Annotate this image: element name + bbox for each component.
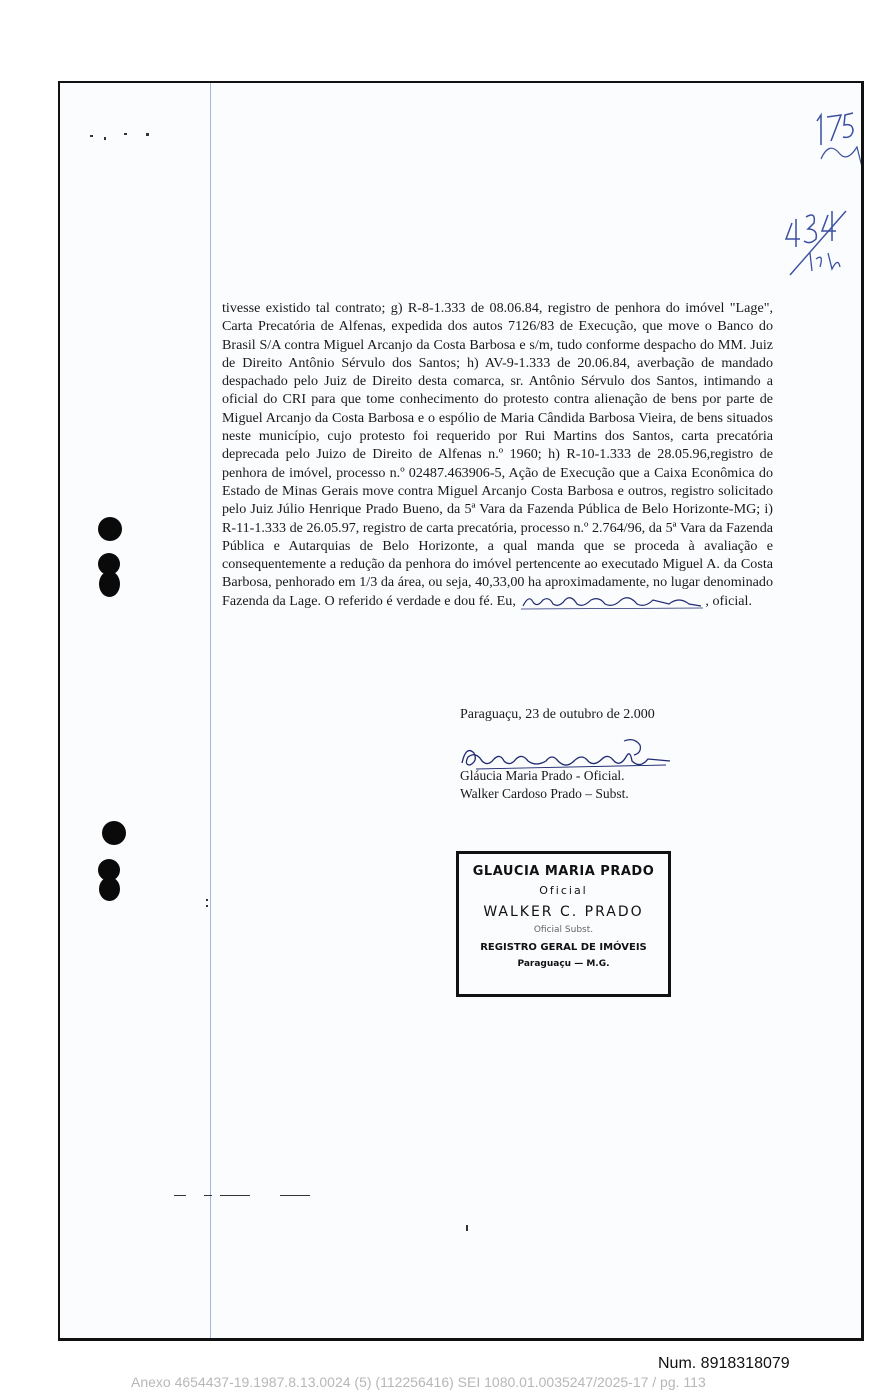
margin-line [210,83,211,1338]
scan-speck [146,133,149,136]
stamp-line-5: REGISTRO GERAL DE IMÓVEIS [480,942,647,953]
scan-speck [104,137,106,140]
certificate-text: tivesse existido tal contrato; g) R-8-1.333 de 08.06.84, registro de penhora do imóvel "Lage", Carta Precatória de Alfenas, expedida dos autos 7126/83 de Execução, que move o Banco do Brasil S/A contra Miguel Arcanjo da Costa Barbosa e s/m, tudo conforme despacho do MM. Juiz de Direito Antônio Sérvulo dos Santos; h) AV-9-1.333 de 20.06.84, averbação de mandado despachado pelo Juiz de Direito desta comarca, sr. Antônio Sérvulo dos Santos, intimando a oficial do CRI para que tome conhecimento do protesto contra alienação de bens por parte de Miguel Arcanjo da Costa Barbosa e o espólio de Maria Cândida Barbosa Vieira, de bens situados neste município, cujo protesto foi requerido por Rui Martins dos Santos, carta precatória deprecada pelo Juizo de Direito de Alfenas n.º 1960; h) R-10-1.333 de 28.05.96,registro de penhora de imóvel, processo n.º 02487.463906-5, Ação de Execução que a Caixa Econômica do Estado de Minas Gerais move contra Miguel Arcanjo Costa Barbosa e outros, registro solicitado pelo Juiz Júlio Henrique Prado Bueno, da 5ª Vara da Fazenda Pública de Belo Horizonte-MG; i) R-11-1.333 de 26.05.97, registro de carta precatória, processo n.º 2.764/96, da 5ª Vara da Fazenda Pública e Autarquias de Belo Horizonte, a qual manda que se proceda à avaliação e consequentemente a redução da penhora do imóvel pertencente ao executado Miguel A. da Costa Barbosa, penhorado em 1/3 da área, ou seja, 40,33,00 ha aproximadamente, no lugar denominado Fazenda da Lage. O referido é verdade e dou fé. Eu, [222,300,773,609]
scan-speck [206,899,208,901]
scan-speck [280,1195,310,1196]
signer-2: Walker Cardoso Prado – Subst. [460,786,629,801]
inline-signature [519,594,705,610]
scan-speck [466,1225,468,1231]
stamp-line-3: WALKER C. PRADO [483,904,644,920]
certificate-body-text [222,299,773,610]
punch-hole [102,821,126,845]
scanned-page [58,81,864,1341]
punch-hole [99,877,120,901]
stamp-line-4: Oficial Subst. [533,925,594,935]
footer-reference: Anexo 4654437-19.1987.8.13.0024 (5) (112256416) SEI 1080.01.0035247/2025-17 / pg. 113 [131,1374,706,1390]
scan-speck [174,1195,186,1196]
punch-hole [99,571,120,597]
stamp-line-1: GLAUCIA MARIA PRADO [472,864,655,879]
certificate-text-end: , oficial. [705,592,752,609]
handwritten-page-number-434 [780,183,860,283]
notary-stamp [456,851,671,997]
place-date: Paraguaçu, 23 de outubro de 2.000 [460,707,655,722]
document-number: Num. 8918318079 [658,1355,790,1372]
scan-speck [204,1195,212,1196]
signer-1: Gláucia Maria Prado - Oficial. [460,768,625,783]
punch-hole [98,517,122,541]
stamp-line-2: Oficial [539,884,588,897]
scan-speck [124,133,127,135]
handwritten-page-number-175 [787,101,864,171]
stamp-line-6: Paraguaçu — M.G. [517,959,610,969]
scan-speck [220,1195,250,1196]
scan-speck [90,135,93,137]
scan-speck [206,905,208,907]
